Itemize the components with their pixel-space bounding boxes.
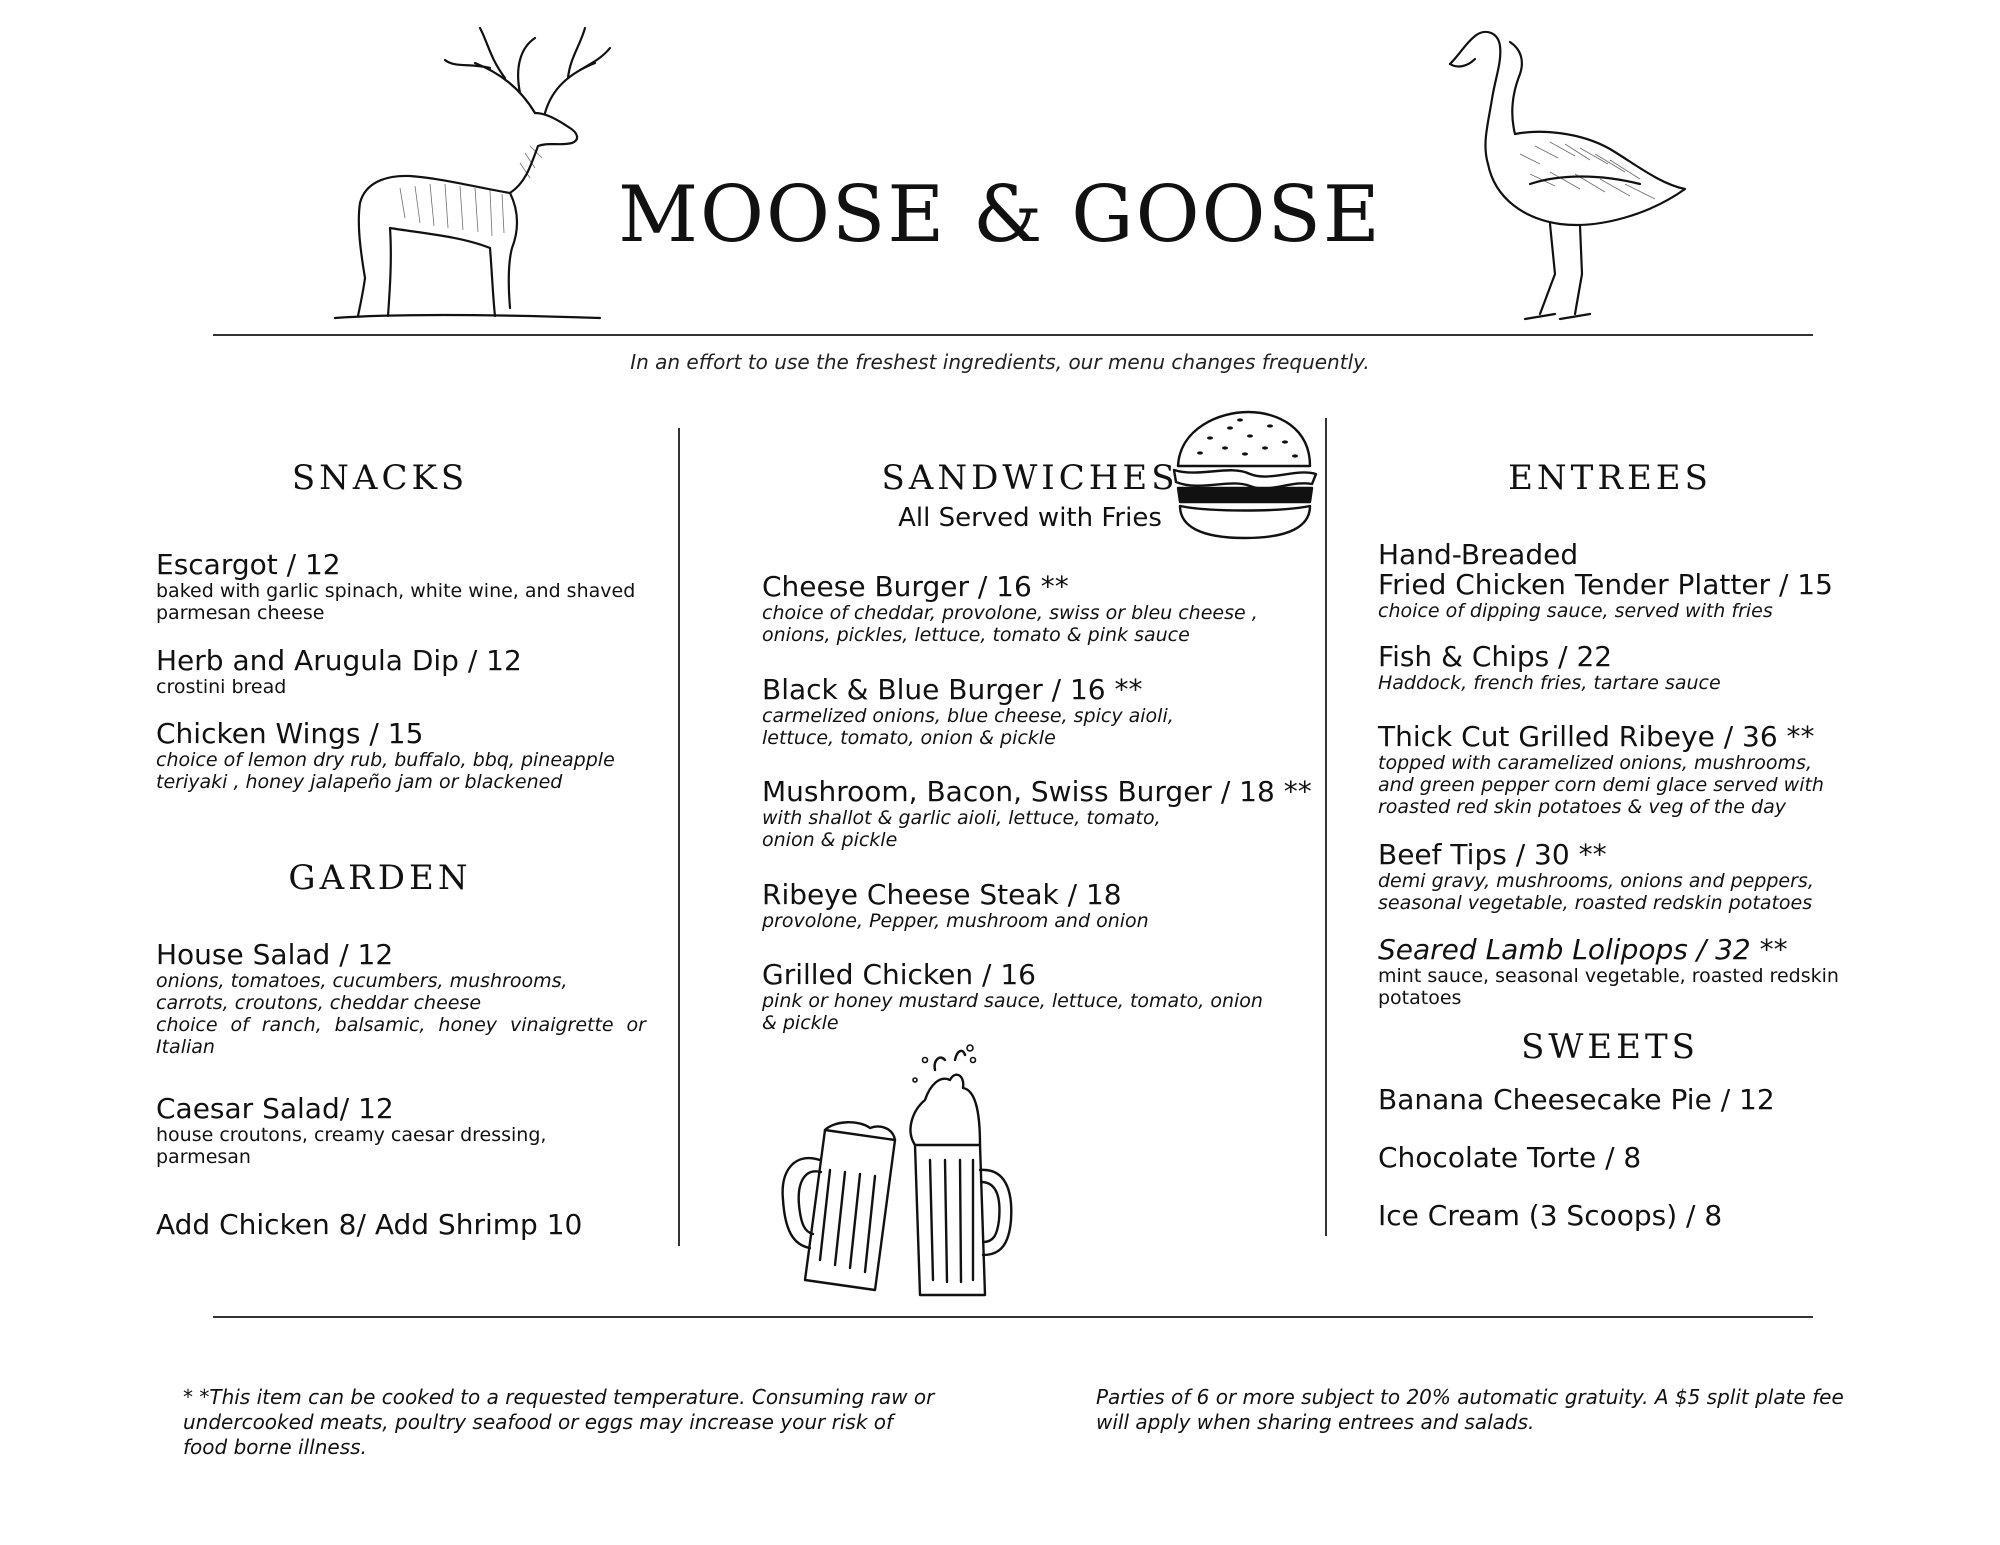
item-description: topped with caramelized onions, mushrooms, and green pepper corn demi glace served with roasted red skin potatoes & veg of the day: [1378, 752, 1824, 818]
snacks-heading: SNACKS: [291, 458, 469, 498]
sandwich-item: [762, 675, 1182, 749]
item-options: choice of ranch, balsamic, honey vinaigrette or Italian: [156, 1014, 646, 1058]
garden-item: [156, 1094, 646, 1168]
sandwich-item: [762, 880, 1282, 932]
item-description: mint sauce, seasonal vegetable, roasted redskin potatoes: [1378, 965, 1839, 1009]
sandwiches-heading: SANDWICHES: [881, 458, 1179, 498]
entree-item: [1378, 642, 1858, 694]
item-name: Grilled Chicken / 16: [762, 958, 1036, 991]
item-name: Fish & Chips / 22: [1378, 640, 1613, 673]
column-divider-right: [1325, 418, 1327, 1236]
item-description: baked with garlic spinach, white wine, and shaved parmesan cheese: [156, 580, 636, 624]
garden-addons: Add Chicken 8/ Add Shrimp 10: [156, 1208, 583, 1241]
burger-illustration: [1170, 408, 1320, 543]
item-name-line2: Fried Chicken Tender Platter / 15: [1378, 568, 1833, 601]
item-description: pink or honey mustard sauce, lettuce, tomato, onion & pickle: [762, 990, 1263, 1034]
sandwich-item: [762, 775, 1312, 851]
sweets-item: Ice Cream (3 Scoops) / 8: [1378, 1199, 1723, 1232]
entrees-heading: ENTREES: [1508, 458, 1712, 498]
item-name: Cheese Burger / 16 **: [762, 570, 1069, 603]
footer-divider: [213, 1316, 1813, 1318]
item-name: Chicken Wings / 15: [156, 717, 424, 750]
item-name: Herb and Arugula Dip / 12: [156, 644, 522, 677]
header-divider: [213, 334, 1813, 336]
entree-item: [1378, 540, 1858, 622]
snacks-item: [156, 646, 646, 698]
item-name: Mushroom, Bacon, Swiss Burger / 18 **: [762, 775, 1312, 808]
item-description: crostini bread: [156, 676, 287, 698]
sweets-item: Chocolate Torte / 8: [1378, 1141, 1642, 1174]
sandwiches-subheading: All Served with Fries: [898, 503, 1162, 533]
entree-item: [1378, 722, 1848, 818]
item-description: choice of dipping sauce, served with fries: [1378, 600, 1773, 622]
sweets-heading: SWEETS: [1521, 1027, 1699, 1067]
item-name: Ribeye Cheese Steak / 18: [762, 878, 1122, 911]
snacks-item: [156, 719, 646, 793]
item-description: onions, tomatoes, cucumbers, mushrooms, carrots, croutons, cheddar cheese: [156, 970, 568, 1014]
item-name: Thick Cut Grilled Ribeye / 36 **: [1378, 720, 1815, 753]
beer-mugs-illustration: [775, 1040, 1015, 1305]
garden-item: [156, 940, 646, 1058]
restaurant-title: MOOSE & GOOSE: [618, 170, 1382, 260]
item-name: Black & Blue Burger / 16 **: [762, 673, 1143, 706]
sandwich-item: [762, 960, 1272, 1034]
column-divider-left: [678, 428, 680, 1246]
entree-item: [1378, 840, 1848, 914]
menu-tagline: In an effort to use the freshest ingredients, our menu changes frequently.: [630, 350, 1370, 374]
item-description: demi gravy, mushrooms, onions and peppers, seasonal vegetable, roasted redskin potatoes: [1378, 870, 1814, 914]
item-name: Beef Tips / 30 **: [1378, 838, 1607, 871]
item-description: choice of lemon dry rub, buffalo, bbq, pineapple teriyaki , honey jalapeño jam or blackened: [156, 749, 615, 793]
item-description: choice of cheddar, provolone, swiss or bleu cheese , onions, pickles, lettuce, tomato & pink sauce: [762, 602, 1258, 646]
item-name: Hand-Breaded: [1378, 538, 1579, 571]
item-description: house croutons, creamy caesar dressing, parmesan: [156, 1124, 547, 1168]
item-name: Caesar Salad/ 12: [156, 1092, 394, 1125]
item-description: Haddock, french fries, tartare sauce: [1378, 672, 1721, 694]
item-name: Escargot / 12: [156, 548, 341, 581]
item-description: carmelized onions, blue cheese, spicy aioli, lettuce, tomato, onion & pickle: [762, 705, 1174, 749]
sandwich-item: [762, 572, 1282, 646]
snacks-item: [156, 550, 646, 624]
entree-item: [1378, 935, 1858, 1009]
sweets-item: Banana Cheesecake Pie / 12: [1378, 1083, 1775, 1116]
item-description: with shallot & garlic aioli, lettuce, tomato, onion & pickle: [762, 807, 1161, 851]
garden-heading: GARDEN: [288, 858, 472, 898]
item-description: provolone, Pepper, mushroom and onion: [762, 910, 1149, 932]
footer-note-temperature: * *This item can be cooked to a requested temperature. Consuming raw or undercooked meats, poultry seafood or eggs may increase your risk of food borne illness.: [183, 1385, 935, 1459]
footer-note-gratuity: Parties of 6 or more subject to 20% automatic gratuity. A $5 split plate fee will apply when sharing entrees and salads.: [1096, 1385, 1844, 1434]
item-name: House Salad / 12: [156, 938, 394, 971]
item-name: Seared Lamb Lolipops / 32 **: [1378, 933, 1788, 966]
